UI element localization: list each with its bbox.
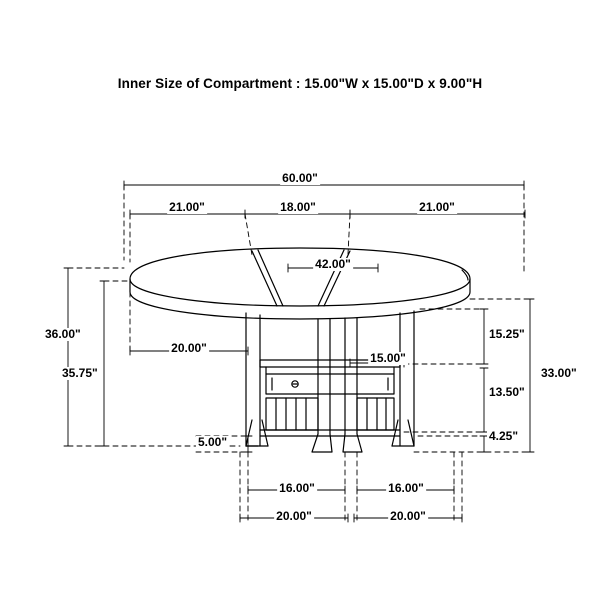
dim-right-total-height: 33.00" <box>541 366 577 380</box>
dim-table-top-height: 35.75" <box>62 366 98 380</box>
dim-base-left: 20.00" <box>276 509 312 523</box>
dim-lower-side-height: 13.50" <box>489 385 525 399</box>
dim-right-section: 21.00" <box>419 200 455 214</box>
dim-shelf-width: 15.00" <box>370 351 406 365</box>
dim-shelf-span: 20.00" <box>171 341 207 355</box>
dim-total-height: 36.00" <box>45 327 81 341</box>
dim-center-leaf: 18.00" <box>280 200 316 214</box>
dim-foot-clearance: 5.00" <box>198 435 228 449</box>
dim-foot-left: 16.00" <box>279 481 315 495</box>
dim-overall-width: 60.00" <box>282 171 318 185</box>
dim-depth: 42.00" <box>315 257 351 271</box>
dim-base-right: 20.00" <box>390 509 426 523</box>
dim-left-section: 21.00" <box>169 200 205 214</box>
dim-foot-right: 16.00" <box>388 481 424 495</box>
dim-base-side-height: 4.25" <box>489 429 519 443</box>
page-title: Inner Size of Compartment : 15.00"W x 15.00"D x 9.00"H <box>117 76 483 91</box>
dim-upper-side-height: 15.25" <box>489 327 525 341</box>
